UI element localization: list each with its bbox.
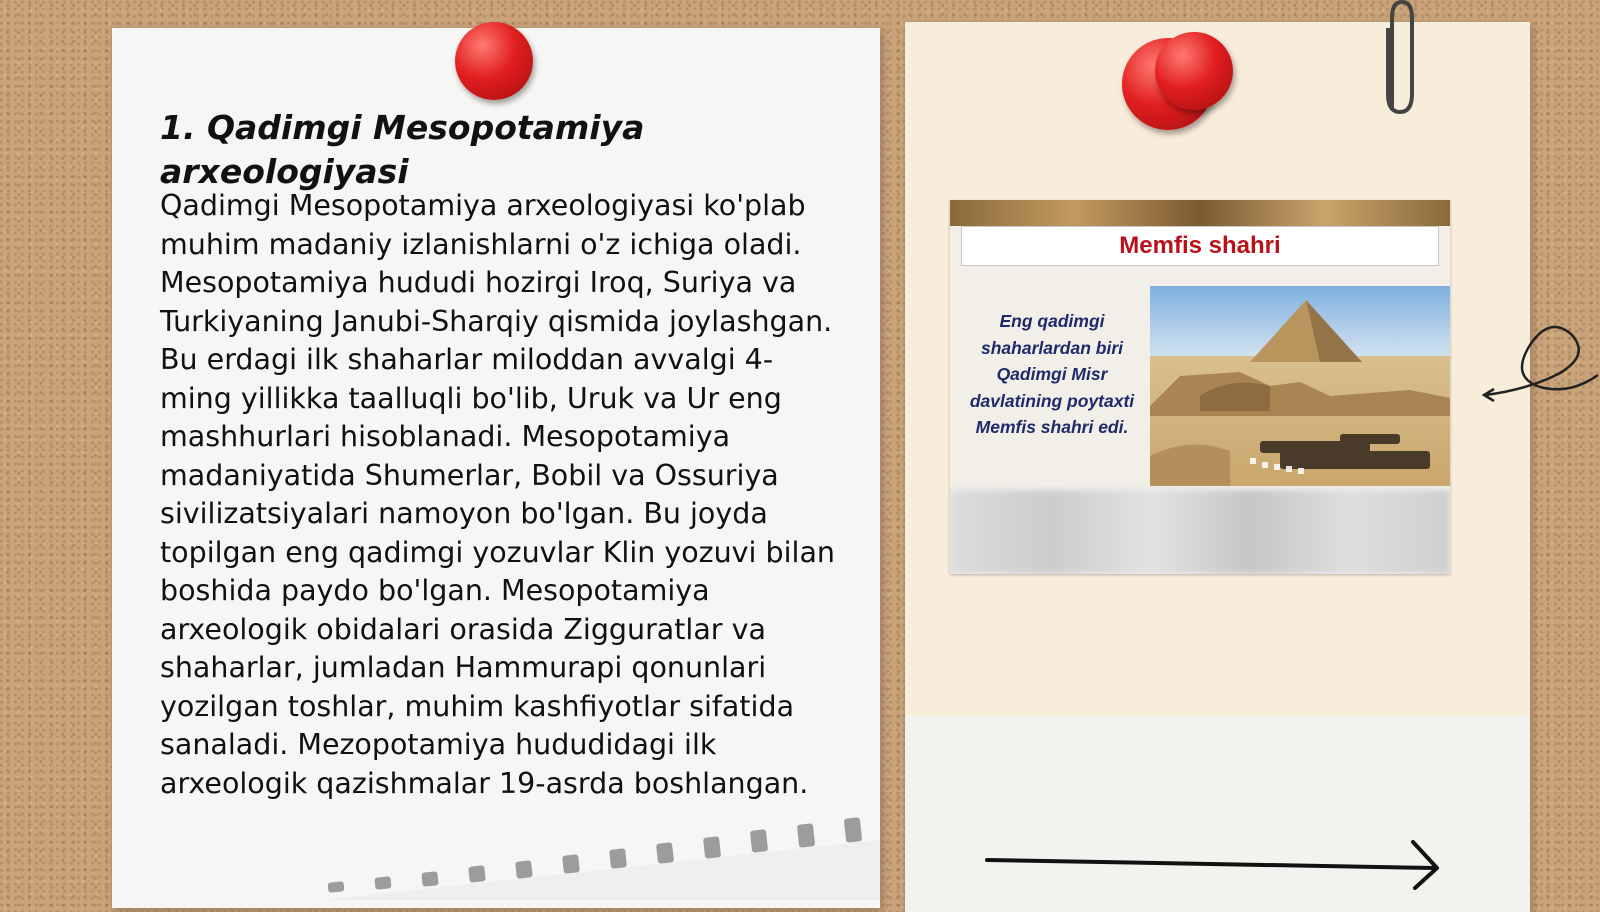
image-card-blurred-area bbox=[950, 490, 1450, 574]
image-card-title: Memfis shahri bbox=[1119, 232, 1281, 259]
torn-notebook-edge bbox=[320, 800, 880, 900]
slide-body-text: Qadimgi Mesopotamiya arxeologiyasi ko'plab muhim madaniy izlanishlarni o'z ichiga oladi. Mesopotamiya hududi hozirgi Iroq, Suriya va Turkiyaning Janubi-Sharqiy qismida joylashgan. Bu erdagi ilk shaharlar miloddan avvalgi 4-ming yillikka taalluqli bo'lib, Uruk va Ur eng mashhurlari hisoblanadi. Mesopotamiya madaniyatida Shumerlar, Bobil va Ossuriya sivilizatsiyalari namoyon bo'lgan. Bu joyda topilgan eng qadimgi yozuvlar Klin yozuvi bilan boshida paydo bo'lgan. Mesopotamiya arxeologik obidalari orasida Zigguratlar va shaharlar, jumladan Hammurapi qonunlari yozilgan toshlar, muhim kashfiyotlar sifatida sanaladi. Mezopotamiya hududidagi ilk arxeologik qazishmalar 19-asrda boshlangan. bbox=[160, 189, 835, 800]
pushpin-icon bbox=[455, 22, 533, 100]
paperclip-icon bbox=[1382, 0, 1418, 118]
slide-title: 1. Qadimgi Mesopotamiya arxeologiyasi bbox=[160, 108, 645, 191]
pushpin-icon bbox=[1155, 32, 1233, 110]
image-card-top-strip bbox=[950, 200, 1450, 226]
arrow-right-icon[interactable] bbox=[985, 838, 1445, 890]
image-card-caption: Eng qadimgi shaharlardan biri Qadimgi Misr davlatining poytaxti Memfis shahri edi. bbox=[969, 311, 1135, 437]
memfis-image-card bbox=[950, 200, 1450, 574]
pyramid-sphinx-photo bbox=[1150, 286, 1450, 486]
image-card-title-box bbox=[961, 226, 1439, 266]
squiggle-arrow-icon bbox=[1480, 315, 1600, 405]
